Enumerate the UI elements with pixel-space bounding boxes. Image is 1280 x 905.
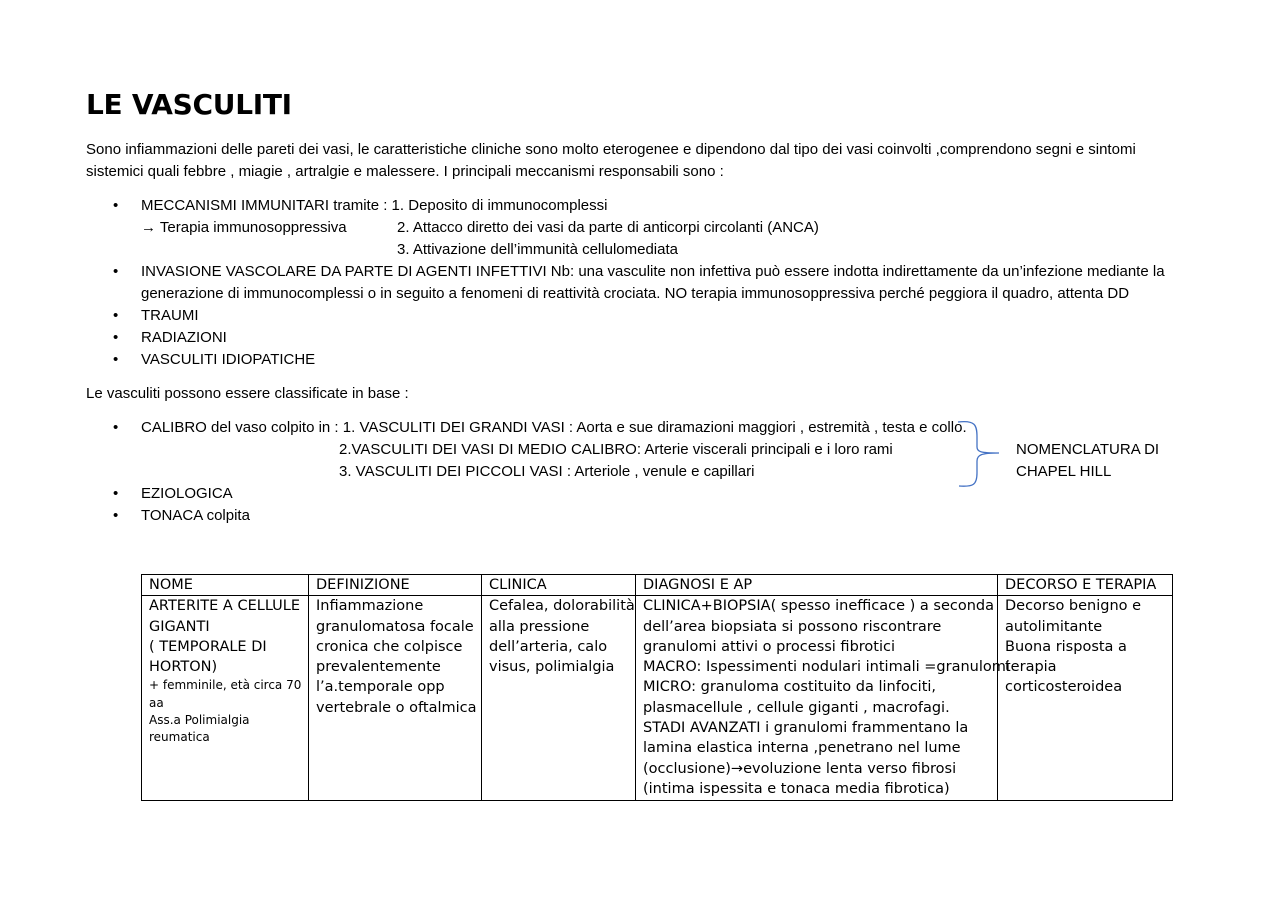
- cell-line: dell’arteria, calo: [489, 638, 608, 655]
- cell-note-line: Ass.a Polimialgia: [149, 713, 250, 728]
- cell-note-line: reumatica: [149, 730, 210, 745]
- calibro-line-3: 3. VASCULITI DEI PICCOLI VASI : Arteriole , venule e capillari: [339, 463, 755, 480]
- mechanism-immunitari-line-3: 3. Attivazione dell’immunità cellulomediata: [397, 241, 678, 258]
- cell-line: Buona risposta a: [1005, 638, 1127, 655]
- curly-brace-icon: [955, 419, 1005, 489]
- cell-line: Infiammazione: [316, 598, 424, 615]
- cell-line: plasmacellule , cellule giganti , macrofagi.: [643, 699, 950, 716]
- cell-definizione: [309, 596, 482, 801]
- cell-line: visus, polimialgia: [489, 659, 615, 676]
- calibro-line-1: CALIBRO del vaso colpito in : 1. VASCULITI DEI GRANDI VASI : Aorta e sue diramazioni maggiori , estremità , testa e collo.: [141, 419, 967, 436]
- cell-clinica: [482, 596, 636, 801]
- header-decorso: DECORSO E TERAPIA: [998, 575, 1173, 596]
- cell-note-line: + femminile, età circa 70: [149, 678, 302, 693]
- header-clinica: CLINICA: [482, 575, 636, 596]
- cell-line: lamina elastica interna ,penetrano nel lume: [643, 740, 961, 757]
- vasculitis-table: [141, 574, 1173, 801]
- table-header-row: [142, 575, 1173, 596]
- cell-line: (occlusione)→evoluzione lenta verso fibrosi: [643, 760, 957, 777]
- cell-line: Decorso benigno e: [1005, 598, 1142, 615]
- bullet-marker: •: [113, 197, 119, 214]
- chapel-hill-note-line-2: CHAPEL HILL: [1016, 463, 1112, 480]
- cell-line: MACRO: Ispessimenti nodulari intimali =granulomi: [643, 659, 1010, 676]
- bullet-marker: •: [113, 485, 119, 502]
- page-title: LE VASCULITI: [86, 88, 292, 121]
- cell-line: cronica che colpisce: [316, 638, 463, 655]
- header-nome: NOME: [142, 575, 309, 596]
- cell-line: l’a.temporale opp: [316, 679, 445, 696]
- mechanism-radiazioni: RADIAZIONI: [141, 329, 227, 346]
- calibro-line-2: 2.VASCULITI DEI VASI DI MEDIO CALIBRO: Arterie viscerali principali e i loro rami: [339, 441, 893, 458]
- table-row: [142, 596, 1173, 801]
- classification-tonaca: TONACA colpita: [141, 507, 250, 524]
- cell-line: terapia: [1005, 659, 1057, 676]
- mechanism-infettivi-line-2: generazione di immunocomplessi o in seguito a fenomeni di reattività crociata. NO terapia immunosoppressiva perché peggiora il quadro, attenta DD: [141, 285, 1130, 302]
- cell-line: dell’area biopsiata si possono riscontrare: [643, 618, 942, 635]
- mechanism-immunitari-line-2: 2. Attacco diretto dei vasi da parte di anticorpi circolanti (ANCA): [397, 219, 819, 236]
- cell-line: alla pressione: [489, 618, 590, 635]
- cell-line: vertebrale o oftalmica: [316, 699, 477, 716]
- classification-eziologica: EZIOLOGICA: [141, 485, 233, 502]
- cell-line: STADI AVANZATI i granulomi frammentano la: [643, 720, 969, 737]
- chapel-hill-note-line-1: NOMENCLATURA DI: [1016, 441, 1160, 458]
- cell-line: GIGANTI: [149, 618, 210, 635]
- cell-line: granulomatosa focale: [316, 618, 474, 635]
- mechanism-immunitari-therapy: → Terapia immunosoppressiva: [141, 219, 347, 236]
- cell-line: granulomi attivi o processi fibrotici: [643, 638, 896, 655]
- bullet-marker: •: [113, 419, 119, 436]
- cell-line: (intima ispessita e tonaca media fibrotica): [643, 780, 950, 797]
- intro-line-2: sistemici quali febbre , miagie , artralgie e malessere. I principali meccanismi responsabili sono :: [86, 163, 724, 180]
- mechanism-immunitari-line-1: MECCANISMI IMMUNITARI tramite : 1. Deposito di immunocomplessi: [141, 197, 608, 214]
- mechanism-idiopatiche: VASCULITI IDIOPATICHE: [141, 351, 316, 368]
- intro-line-1: Sono infiammazioni delle pareti dei vasi, le caratteristiche cliniche sono molto eterogenee e dipendono dal tipo dei vasi coinvolti ,comprendono segni e sintomi: [86, 141, 1136, 158]
- cell-line: ARTERITE A CELLULE: [149, 598, 301, 615]
- cell-line: Cefalea, dolorabilità: [489, 598, 635, 615]
- cell-diagnosi: [636, 596, 1010, 801]
- cell-line: ( TEMPORALE DI: [149, 638, 267, 655]
- cell-nome: [142, 596, 309, 801]
- header-diagnosi: DIAGNOSI E AP: [636, 575, 998, 596]
- mechanism-infettivi-line-1: INVASIONE VASCOLARE DA PARTE DI AGENTI INFETTIVI Nb: una vasculite non infettiva può essere indotta indirettamente da un’infezione mediante la: [141, 263, 1165, 280]
- cell-line: MICRO: granuloma costituito da linfociti,: [643, 679, 937, 696]
- classification-intro: Le vasculiti possono essere classificate in base :: [86, 385, 409, 402]
- bullet-marker: •: [113, 351, 119, 368]
- bullet-marker: •: [113, 263, 119, 280]
- cell-decorso: [998, 596, 1173, 801]
- cell-line: prevalentemente: [316, 659, 441, 676]
- cell-note-line: aa: [149, 695, 164, 710]
- cell-line: autolimitante: [1005, 618, 1103, 635]
- bullet-marker: •: [113, 507, 119, 524]
- bullet-marker: •: [113, 329, 119, 346]
- cell-line: HORTON): [149, 659, 218, 676]
- mechanism-traumi: TRAUMI: [141, 307, 199, 324]
- bullet-marker: •: [113, 307, 119, 324]
- cell-line: CLINICA+BIOPSIA( spesso inefficace ) a seconda: [643, 598, 994, 615]
- header-definizione: DEFINIZIONE: [309, 575, 482, 596]
- cell-line: corticosteroidea: [1005, 679, 1123, 696]
